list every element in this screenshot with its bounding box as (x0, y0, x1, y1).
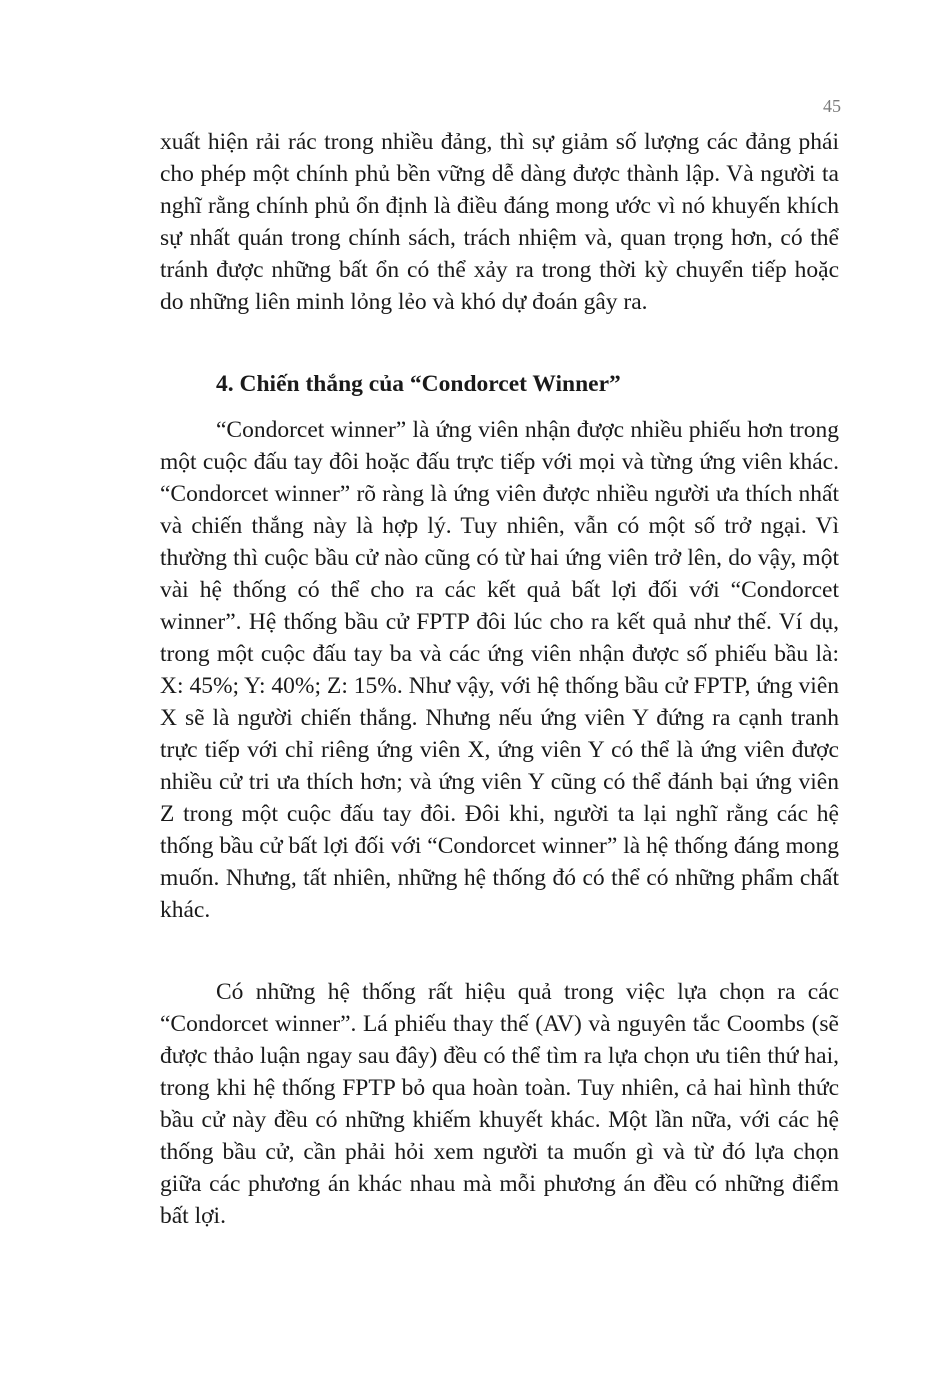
paragraph-condorcet-systems (160, 976, 839, 1232)
page-number: 45 (823, 96, 841, 116)
paragraph-text: “Condorcet winner” là ứng viên nhận được nhiều phiếu hơn trong một cuộc đấu tay đôi hoặc đấu trực tiếp với mọi và từng ứng viên khác. “Condorcet winner” rõ ràng là ứng viên được nhiều người ưa thích nhất và chiến thắng này là hợp lý. Tuy nhiên, vẫn có một số trở ngại. Vì thường thì cuộc bầu cử nào cũng có từ hai ứng viên trở lên, do vậy, một vài hệ thống có thể cho ra các kết quả bất lợi đối với “Condorcet winner”. Hệ thống bầu cử FPTP đôi lúc cho ra kết quả như thế. Ví dụ, trong một cuộc đấu tay ba và các ứng viên nhận được số phiếu bầu là: X: 45%; Y: 40%; Z: 15%. Như vậy, với hệ thống bầu cử FPTP, ứng viên X sẽ là người chiến thắng. Nhưng nếu ứng viên Y đứng ra cạnh tranh trực tiếp với chỉ riêng ứng viên X, ứng viên Y có thể là ứng viên được nhiều cử tri ưa thích hơn; và ứng viên Y cũng có thể đánh bại ứng viên Z trong một cuộc đấu tay đôi. Đôi khi, người ta lại nghĩ rằng các hệ thống bầu cử bất lợi đối với “Condorcet winner” là hệ thống đáng mong muốn. Nhưng, tất nhiên, những hệ thống đó có thể có những phẩm chất khác. (160, 417, 839, 923)
paragraph-condorcet-definition (160, 414, 839, 926)
paragraph-text: xuất hiện rải rác trong nhiều đảng, thì sự giảm số lượng các đảng phái cho phép một chính phủ bền vững dễ dàng được thành lập. Và người ta nghĩ rằng chính phủ ổn định là điều đáng mong ước vì nó khuyến khích sự nhất quán trong chính sách, trách nhiệm và, quan trọng hơn, có thể tránh được những bất ổn có thể xảy ra trong thời kỳ chuyển tiếp hoặc do những liên minh lỏng lẻo và khó dự đoán gây ra. (160, 129, 839, 315)
paragraph-continuation (160, 126, 839, 318)
paragraph-text: Có những hệ thống rất hiệu quả trong việc lựa chọn ra các “Condorcet winner”. Lá phiếu thay thế (AV) và nguyên tắc Coombs (sẽ được thảo luận ngay sau đây) đều có thể tìm ra lựa chọn ưu tiên thứ hai, trong khi hệ thống FPTP bỏ qua hoàn toàn. Tuy nhiên, cả hai hình thức bầu cử này đều có những khiếm khuyết khác. Một lần nữa, với các hệ thống bầu cử, cần phải hỏi xem người ta muốn gì và từ đó lựa chọn giữa các phương án khác nhau mà mỗi phương án đều có những điểm bất lợi. (160, 979, 839, 1229)
section-heading: 4. Chiến thắng của “Condorcet Winner” (216, 371, 621, 397)
